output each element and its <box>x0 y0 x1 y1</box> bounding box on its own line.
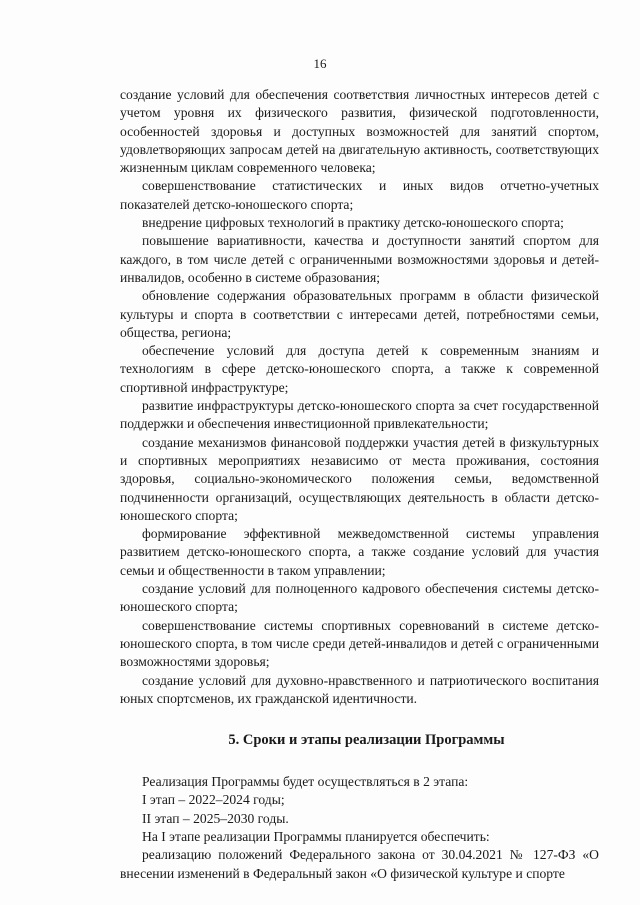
paragraph: создание условий для обеспечения соответствия личностных интересов детей с учетом уровня их физического развития, физической подготовленности, особенностей здоровья и доступных возможностей для занятий спортом, удовлетворяющих запросам детей на двигательную активность, соответствующих жизненным циклам современного человека; <box>120 87 599 176</box>
paragraph: формирование эффективной межведомственной системы управления развитием детско-юношеского спорта, а также создание условий для участия семьи и общественности в таком управлении; <box>120 526 599 578</box>
paragraph: II этап – 2025–2030 годы. <box>142 810 289 826</box>
paragraph: создание условий для полноценного кадрового обеспечения системы детско-юношеского спорта; <box>120 581 599 615</box>
paragraph: создание механизмов финансовой поддержки участия детей в физкультурных и спортивных мероприятиях независимо от места проживания, состояния здоровья, социально-экономического положения семьи, ведомственной подчиненности организаций, осуществляющих деятельность в области детско-юношеского спорта; <box>120 434 599 523</box>
paragraph: совершенствование системы спортивных соревнований в системе детско-юношеского спорта, в том числе среди детей-инвалидов и детей с ограниченными возможностями здоровья; <box>120 617 599 670</box>
paragraph: совершенствование статистических и иных видов отчетно-учетных показателей детско-юношеского спорта; <box>120 178 599 212</box>
paragraph: обеспечение условий для доступа детей к современным знаниям и технологиям в сфере детско-юношеского спорта, а также к современной спортивной инфраструктуре; <box>120 343 599 395</box>
paragraph: На I этапе реализации Программы планируется обеспечить: <box>142 828 490 844</box>
paragraph: обновление содержания образовательных программ в области физической культуры и спорта в соответствии с интересами детей, потребностями семьи, общества, региона; <box>120 288 599 340</box>
section-heading: 5. Сроки и этапы реализации Программы <box>228 732 505 749</box>
paragraph: повышение вариативности, качества и доступности занятий спортом для каждого, в том числе детей с ограниченными возможностями здоровья и детей-инвалидов, особенно в системе образования; <box>120 233 599 285</box>
paragraph: реализацию положений Федерального закона от 30.04.2021 № 127-ФЗ «О внесении изменений в Федеральный закон «О физической культуре и спорте <box>120 847 599 881</box>
paragraph: I этап – 2022–2024 годы; <box>142 792 285 808</box>
paragraph: создание условий для духовно-нравственного и патриотического воспитания юных спортсменов, их гражданской идентичности. <box>120 672 599 706</box>
paragraph: развитие инфраструктуры детско-юношеского спорта за счет государственной поддержки и обеспечения инвестиционной привлекательности; <box>120 398 599 432</box>
page-number: 16 <box>313 56 327 71</box>
document-body <box>120 86 599 883</box>
implementation-section <box>120 773 599 883</box>
paragraph: Реализация Программы будет осуществляться в 2 этапа: <box>142 774 469 790</box>
paragraph: внедрение цифровых технологий в практику детско-юношеского спорта; <box>142 215 564 231</box>
